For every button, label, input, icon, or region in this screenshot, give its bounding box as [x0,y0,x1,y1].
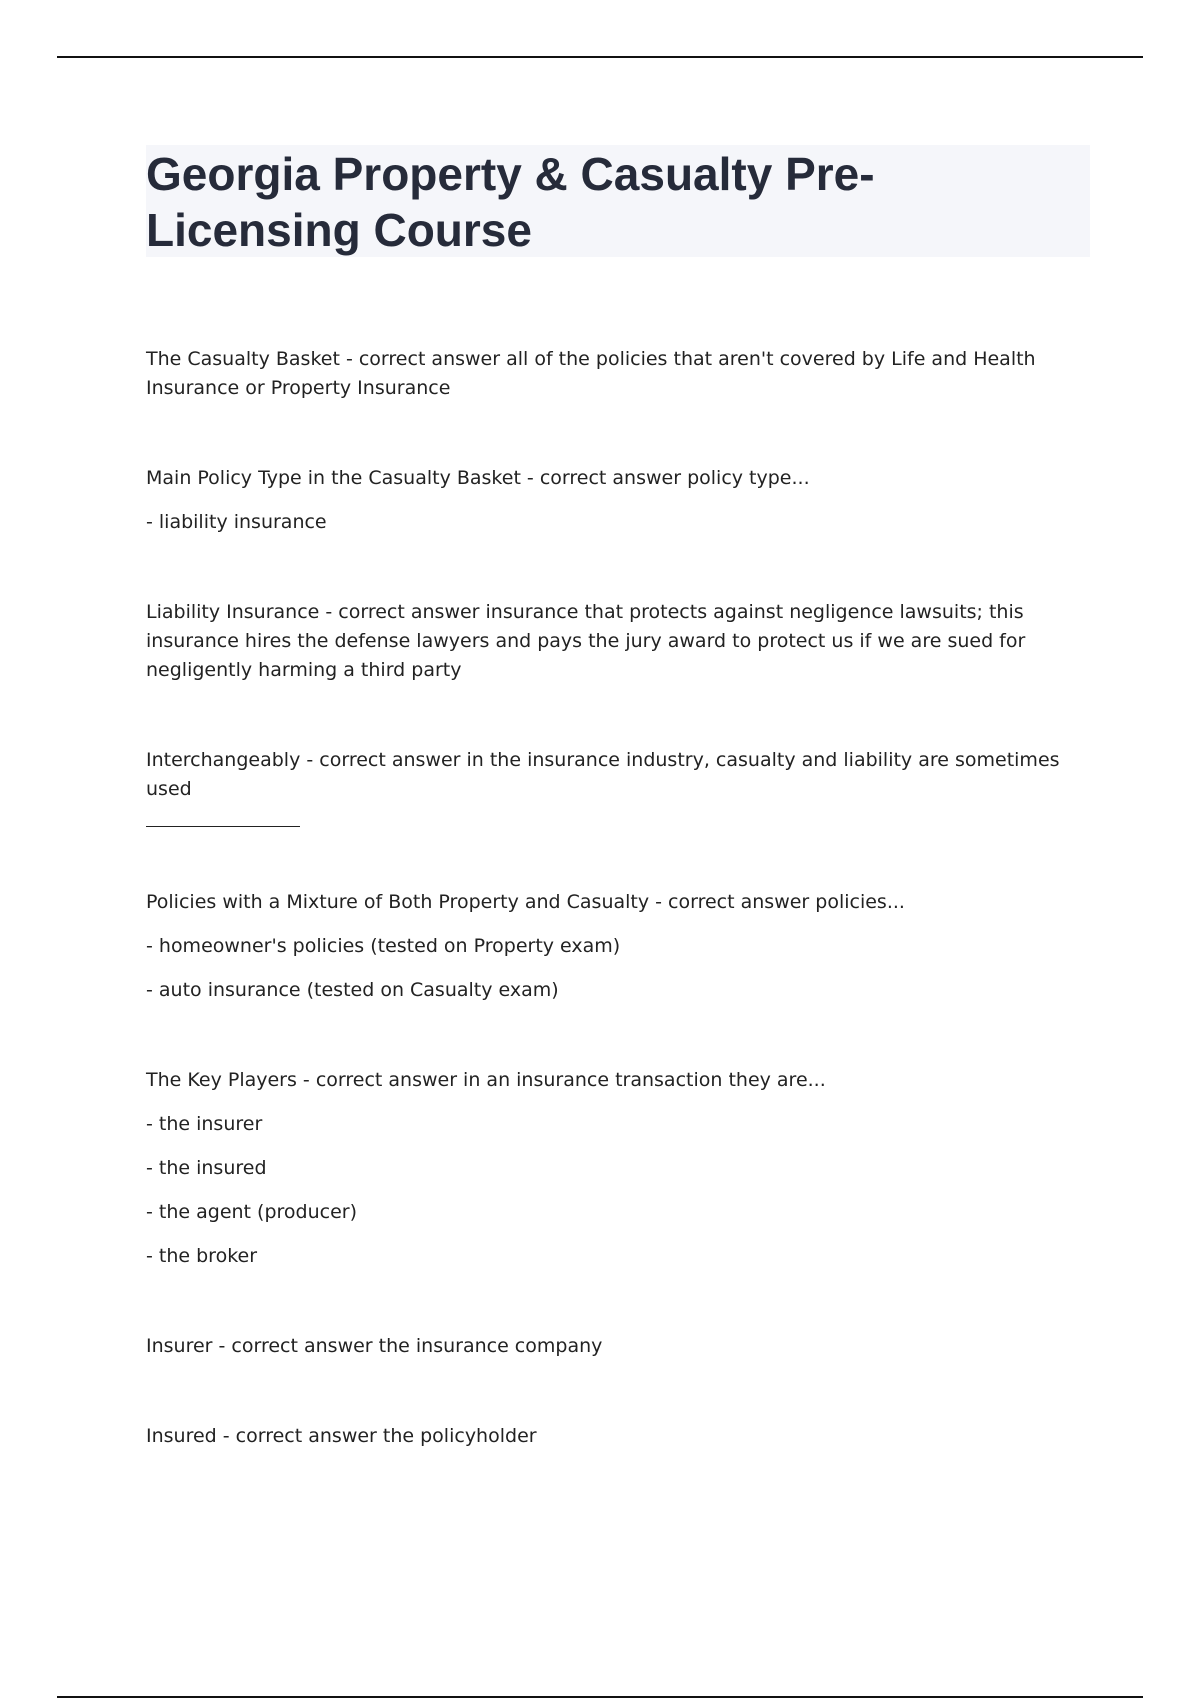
flashcard-text [146,888,1081,917]
flashcard [146,1422,1081,1451]
flashcard [146,1332,1081,1361]
flashcard [146,1066,1081,1271]
flashcard-question: Insured - [146,1425,236,1447]
flashcard-list [146,345,1081,1512]
flashcard-question: Liability Insurance - [146,601,339,623]
flashcard-answer: correct answer policies... [668,891,905,913]
flashcard-text [146,1066,1081,1095]
flashcard-question: Insurer - [146,1335,232,1357]
flashcard-text [146,345,1081,403]
answer-bullet: - homeowner's policies (tested on Property exam) [146,935,621,957]
flashcard [146,345,1081,403]
flashcard-question: The Casualty Basket - [146,348,359,370]
answer-bullet: - the insured [146,1157,267,1179]
flashcard-text [146,1332,1081,1361]
flashcard [146,598,1081,685]
flashcard-text [146,598,1081,685]
flashcard-answer: correct answer the insurance company [231,1335,603,1357]
flashcard-answer: correct answer the policyholder [235,1425,537,1447]
flashcard-answer: correct answer in the insurance industry, casualty and liability are sometimes used [146,749,1060,800]
flashcard [146,888,1081,1005]
flashcard-question: Main Policy Type in the Casualty Basket - [146,467,540,489]
flashcard-answer: correct answer policy type... [539,467,810,489]
page-title: Georgia Property & Casualty Pre-Licensing Course [146,148,875,256]
fill-in-blank-line [146,826,300,827]
flashcard-text [146,746,1081,804]
flashcard-text [146,1422,1081,1451]
answer-bullet: - auto insurance (tested on Casualty exam) [146,979,559,1001]
flashcard [146,746,1081,827]
flashcard [146,464,1081,537]
answer-bullet: - the broker [146,1245,258,1267]
answer-bullet: - the agent (producer) [146,1201,357,1223]
bottom-divider [57,1696,1143,1698]
answer-bullet: - the insurer [146,1113,263,1135]
top-divider [57,56,1143,58]
flashcard-answer: correct answer all of the policies that aren't covered by Life and Health Insurance or Property Insurance [146,348,1036,399]
flashcard-answer: correct answer insurance that protects against negligence lawsuits; this insurance hires the defense lawyers and pays the jury award to protect us if we are sued for negligently harming a third party [146,601,1026,681]
flashcard-question: Policies with a Mixture of Both Property and Casualty - [146,891,669,913]
flashcard-question: The Key Players - [146,1069,316,1091]
flashcard-question: Interchangeably - [146,749,320,771]
flashcard-text [146,464,1081,493]
answer-bullet: - liability insurance [146,511,327,533]
flashcard-answer: correct answer in an insurance transaction they are... [315,1069,826,1091]
